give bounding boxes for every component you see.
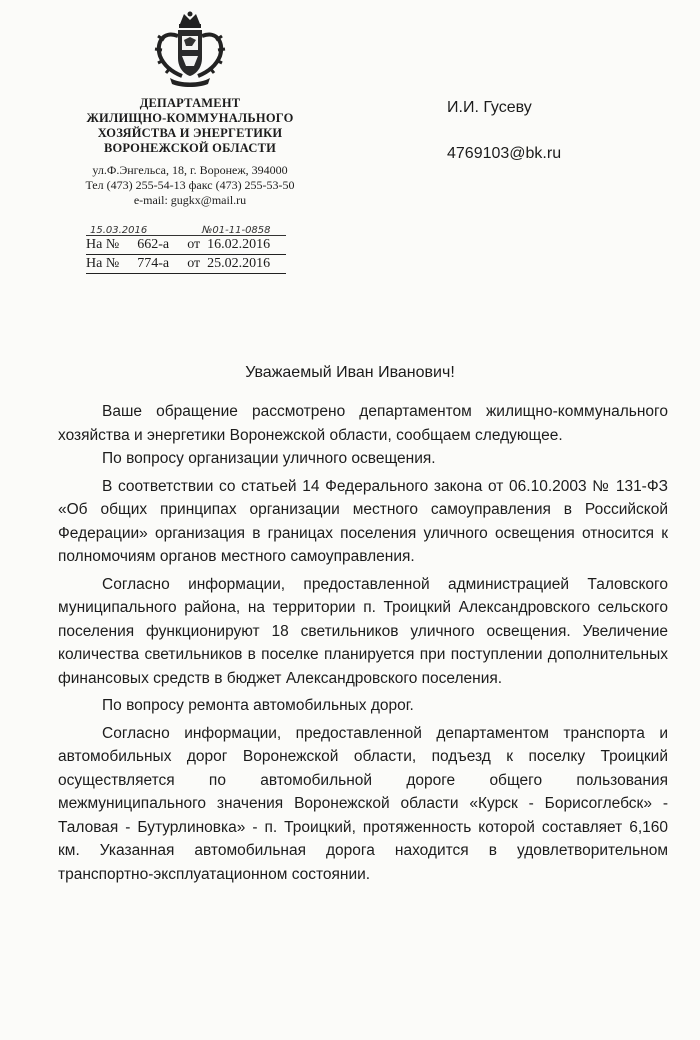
reference-number: 662-а xyxy=(137,237,170,252)
letterhead xyxy=(60,10,320,208)
department-email: e-mail: gugkx@mail.ru xyxy=(133,193,247,207)
department-line: ЖИЛИЩНО-КОММУНАЛЬНОГО xyxy=(86,111,294,125)
handwritten-registry-line xyxy=(86,222,286,236)
reference-date: 25.02.2016 xyxy=(207,256,271,271)
addressee-name: И.И. Гусеву xyxy=(447,99,532,116)
department-line: ХОЗЯЙСТВА И ЭНЕРГЕТИКИ xyxy=(97,126,283,140)
reference-from: от xyxy=(187,256,201,271)
department-phone: Тел (473) 255-54-13 факс (473) 255-53-50 xyxy=(85,178,295,192)
handwritten-date: 15.03.2016 xyxy=(90,225,148,236)
letter-body xyxy=(58,400,668,890)
reference-number: 774-а xyxy=(137,256,170,271)
reference-prefix: На № xyxy=(86,237,120,252)
voronezh-coat-of-arms-icon xyxy=(152,10,228,90)
reference-prefix: На № xyxy=(86,256,120,271)
body-paragraph: В соответствии со статьей 14 Федерального закона от 06.10.2003 № 131-ФЗ «Об общих принципах организации местного самоуправления в Российской Федерации» организация в границах поселения уличного освещения относится к полномочиям органов местного самоуправления. xyxy=(58,477,668,565)
department-name xyxy=(60,96,320,156)
salutation: Уважаемый Иван Иванович! xyxy=(245,364,455,381)
addressee-block xyxy=(447,98,561,164)
body-paragraph: Ваше обращение рассмотрено департаментом жилищно-коммунального хозяйства и энергетики Воронежской области, сообщаем следующее. xyxy=(58,403,668,444)
body-paragraph: По вопросу ремонта автомобильных дорог. xyxy=(102,697,414,714)
handwritten-number: №01-11-0858 xyxy=(202,225,271,236)
department-line: ДЕПАРТАМЕНТ xyxy=(139,96,241,110)
reference-from: от xyxy=(187,237,201,252)
addressee-email: 4769103@bk.ru xyxy=(447,145,562,162)
body-paragraph: Согласно информации, предоставленной департаментом транспорта и автомобильных дорог Воронежской области, подъезд к поселку Троицкий осуществляется по автомобильной дороге общего пользования межмуниципального значения Воронежской области «Курск - Борисоглебск» - Таловая - Бутурлиновка» - п. Троицкий, протяженность которой составляет 6,160 км. Указанная автомобильная дорога находится в удовлетворительном транспортно-эксплуатационном состоянии. xyxy=(58,724,668,883)
department-line: ВОРОНЕЖСКОЙ ОБЛАСТИ xyxy=(103,141,277,155)
department-address: ул.Ф.Энгельса, 18, г. Воронеж, 394000 xyxy=(92,163,288,177)
body-paragraph: По вопросу организации уличного освещения. xyxy=(102,450,436,467)
reference-line xyxy=(86,255,286,274)
registry-block xyxy=(86,222,286,274)
reference-date: 16.02.2016 xyxy=(207,237,271,252)
body-paragraph: Согласно информации, предоставленной администрацией Таловского муниципального района, на территории п. Троицкий Александровского сельского поселения функционируют 18 светильников уличного освещения. Увеличение количества светильников в поселке планируется при поступлении дополнительных финансовых средств в бюджет Александровского поселения. xyxy=(58,575,668,687)
department-contacts xyxy=(60,163,320,208)
